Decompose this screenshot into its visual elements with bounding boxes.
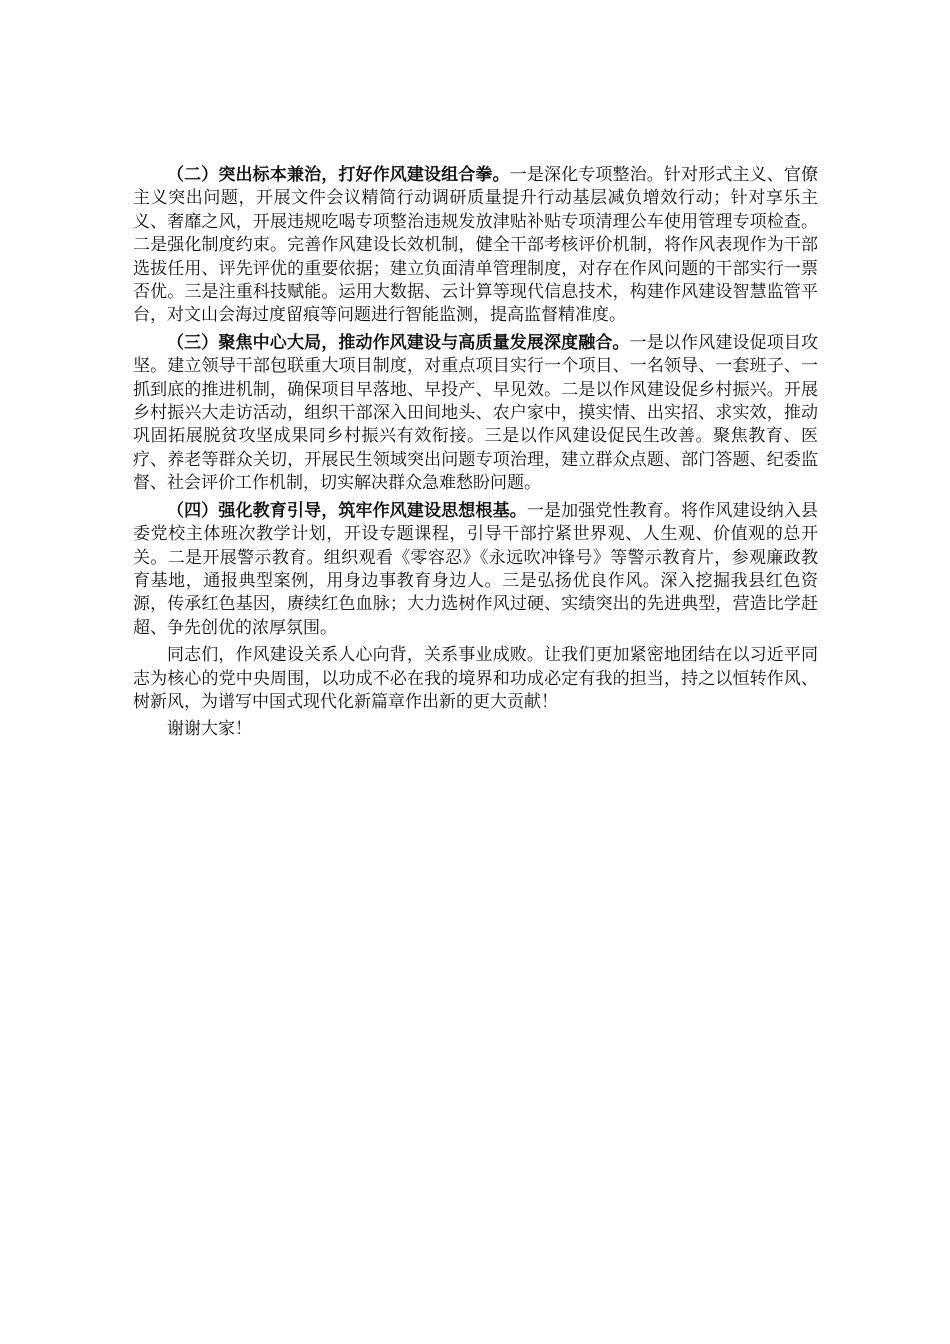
paragraph-section-3: [133, 332, 818, 496]
section-body-text: 一是加强党性教育。将作风建设纳入县委党校主体班次教学计划，开设专题课程，引导干部拧紧世界观、人生观、价值观的总开关。二是开展警示教育。组织观看《零容忍》《永远吹冲锋号》等警示教育片，参观廉政教育基地，通报典型案例，用身边事教育身边人。三是弘扬优良作风。深入挖掘我县红色资源，传承红色基因，赓续红色血脉；大力选树作风过硬、实绩突出的先进典型，营造比学赶超、争先创优的浓厚氛围。: [133, 500, 819, 638]
section-body-text: 一是以作风建设促项目攻坚。建立领导干部包联重大项目制度，对重点项目实行一个项目、一名领导、一套班子、一抓到底的推进机制，确保项目早落地、早投产、早见效。二是以作风建设促乡村振兴。开展乡村振兴大走访活动，组织干部深入田间地头、农户家中，摸实情、出实招、求实效，推动巩固拓展脱贫攻坚成果同乡村振兴有效衔接。三是以作风建设促民生改善。聚焦教育、医疗、养老等群众关切，开展民生领域突出问题专项治理，建立群众点题、部门答题、纪委监督、社会评价工作机制，切实解决群众急难愁盼问题。: [133, 332, 819, 494]
closing-paragraph: 同志们，作风建设关系人心向背，关系事业成败。让我们更加紧密地团结在以习近平同志为核心的党中央周围，以功成不必在我的境界和功成必定有我的担当，持之以恒转作风、树新风，为谱写中国式现代化新篇章作出新的更大贡献！: [133, 645, 818, 712]
paragraph-section-4: [133, 500, 818, 640]
section-body-text: 一是深化专项整治。针对形式主义、官僚主义突出问题，开展文件会议精简行动调研质量提升行动基层减负增效行动；针对享乐主义、奢靡之风，开展违规吃喝专项整治违规发放津贴补贴专项清理公车使用管理专项检查。二是强化制度约束。完善作风建设长效机制，健全干部考核评价机制，将作风表现作为干部选拔任用、评先评优的重要依据；建立负面清单管理制度，对存在作风问题的干部实行一票否优。三是注重科技赋能。运用大数据、云计算等现代信息技术，构建作风建设智慧监管平台，对文山会海过度留痕等问题进行智能监测，提高监督精准度。: [133, 165, 818, 326]
section-heading: （二）突出标本兼治，打好作风建设组合拳。: [167, 165, 510, 185]
document-body: [133, 164, 818, 746]
paragraph-section-2: [133, 164, 818, 328]
section-heading: （四）强化教育引导，筑牢作风建设思想根基。: [167, 500, 527, 521]
section-heading: （三）聚焦中心大局，推动作风建设与高质量发展深度融合。: [167, 332, 630, 353]
thanks-line: 谢谢大家！: [167, 719, 252, 740]
